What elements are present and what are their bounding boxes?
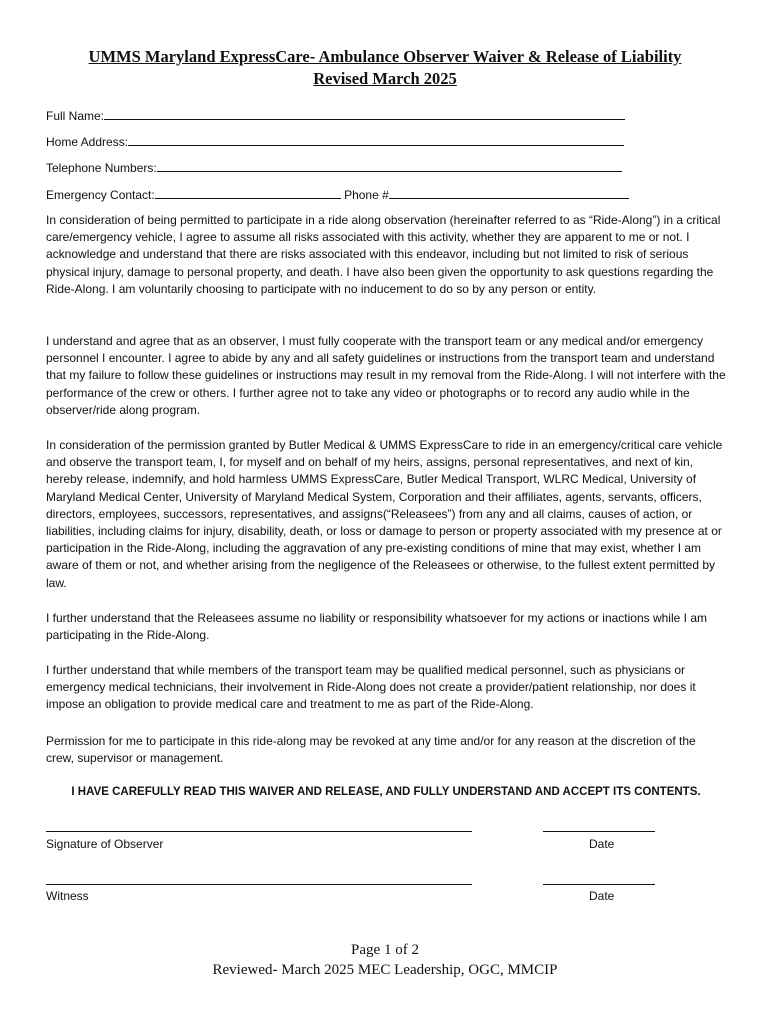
emergency-contact-field[interactable] bbox=[46, 187, 629, 202]
full-name-label: Full Name: bbox=[46, 109, 105, 123]
witness-date-label: Date bbox=[589, 889, 615, 903]
phone-label: Phone # bbox=[344, 188, 389, 202]
observer-signature-line[interactable] bbox=[46, 831, 472, 832]
phone-blank[interactable] bbox=[389, 187, 629, 199]
paragraph-cooperation: I understand and agree that as an observer, I must fully cooperate with the transport team or any medical and/or emergency personnel I encounter. I agree to abide by any and all safety guidelines or instructions from the transport team and understand that my failure to follow these guidelines or instructions may result in my removal from the Ride-Along. I will not interfere with the performance of the crew or others. I further agree not to take any video or photographs or to record any audio while in the observer/ride along program. bbox=[46, 334, 726, 417]
telephone-blank[interactable] bbox=[157, 160, 622, 172]
telephone-field[interactable] bbox=[46, 160, 622, 175]
document-title bbox=[40, 46, 730, 90]
page-number: Page 1 of 2 bbox=[351, 942, 419, 958]
paragraph-revocation: Permission for me to participate in this ride-along may be revoked at any time and/or for any reason at the discretion of the crew, supervisor or management. bbox=[46, 734, 696, 766]
title-line-1: UMMS Maryland ExpressCare- Ambulance Observer Waiver & Release of Liability bbox=[88, 47, 682, 66]
observer-signature-label: Signature of Observer bbox=[46, 837, 164, 851]
acknowledgement-statement: I HAVE CAREFULLY READ THIS WAIVER AND RELEASE, AND FULLY UNDERSTAND AND ACCEPT ITS CONTENTS. bbox=[71, 786, 701, 798]
full-name-blank[interactable] bbox=[104, 108, 625, 120]
paragraph-no-provider-relationship: I further understand that while members of the transport team may be qualified medical personnel, such as physicians or emergency medical technicians, their involvement in Ride-Along does not create a provider/patient relationship, nor does it impose an obligation to provide medical care and treatment to me as part of the Ride-Along. bbox=[46, 663, 696, 712]
home-address-field[interactable] bbox=[46, 134, 624, 149]
witness-signature-line[interactable] bbox=[46, 884, 472, 885]
emergency-contact-label: Emergency Contact: bbox=[46, 188, 155, 202]
paragraph-assumption-of-risk: In consideration of being permitted to participate in a ride along observation (hereinafter referred to as “Ride-Along”) in a critical care/emergency vehicle, I agree to assume all risks associated with this activity, whether they are apparent to me or not. I acknowledge and understand that there are risks associated with this endeavor, including but not limited to risk of serious physical injury, damage to personal property, and death. I have also been given the opportunity to ask questions regarding the Ride-Along. I am voluntarily choosing to participate with no inducement to do so by any person or entity. bbox=[46, 213, 721, 296]
telephone-label: Telephone Numbers: bbox=[46, 161, 157, 175]
emergency-contact-blank[interactable] bbox=[155, 187, 341, 199]
witness-signature-label: Witness bbox=[46, 889, 89, 903]
review-note: Reviewed- March 2025 MEC Leadership, OGC, MMCIP bbox=[212, 962, 558, 978]
paragraph-no-liability: I further understand that the Releasees assume no liability or responsibility whatsoever for my actions or inactions while I am participating in the Ride-Along. bbox=[46, 611, 707, 643]
observer-date-line[interactable] bbox=[543, 831, 655, 832]
observer-date-label: Date bbox=[589, 837, 615, 851]
home-address-blank[interactable] bbox=[128, 134, 624, 146]
full-name-field[interactable] bbox=[46, 108, 625, 123]
home-address-label: Home Address: bbox=[46, 135, 129, 149]
witness-date-line[interactable] bbox=[543, 884, 655, 885]
paragraph-release: In consideration of the permission granted by Butler Medical & UMMS ExpressCare to ride in an emergency/critical care vehicle and observe the transport team, I, for myself and on behalf of my heirs, assigns, personal representatives, and next of kin, hereby release, indemnify, and hold harmless UMMS ExpressCare, Butler Medical Transport, WLRC Medical, University of Maryland Medical Center, University of Maryland Medical System, Corporation and their affiliates, agents, servants, officers, directors, employees, successors, representatives, and assigns(“Releasees”) from any and all claims, causes of action, or liabilities, including claims for injury, disability, death, or loss or damage to person or property associated with my presence at or participation in the Ride-Along, including the aggravation of any pre-existing conditions of mine that may exist, whether I am aware of them or not, and whether arising from the negligence of the Releasees or otherwise, to the fullest extent permitted by law. bbox=[46, 438, 723, 590]
title-line-2: Revised March 2025 bbox=[313, 69, 457, 88]
